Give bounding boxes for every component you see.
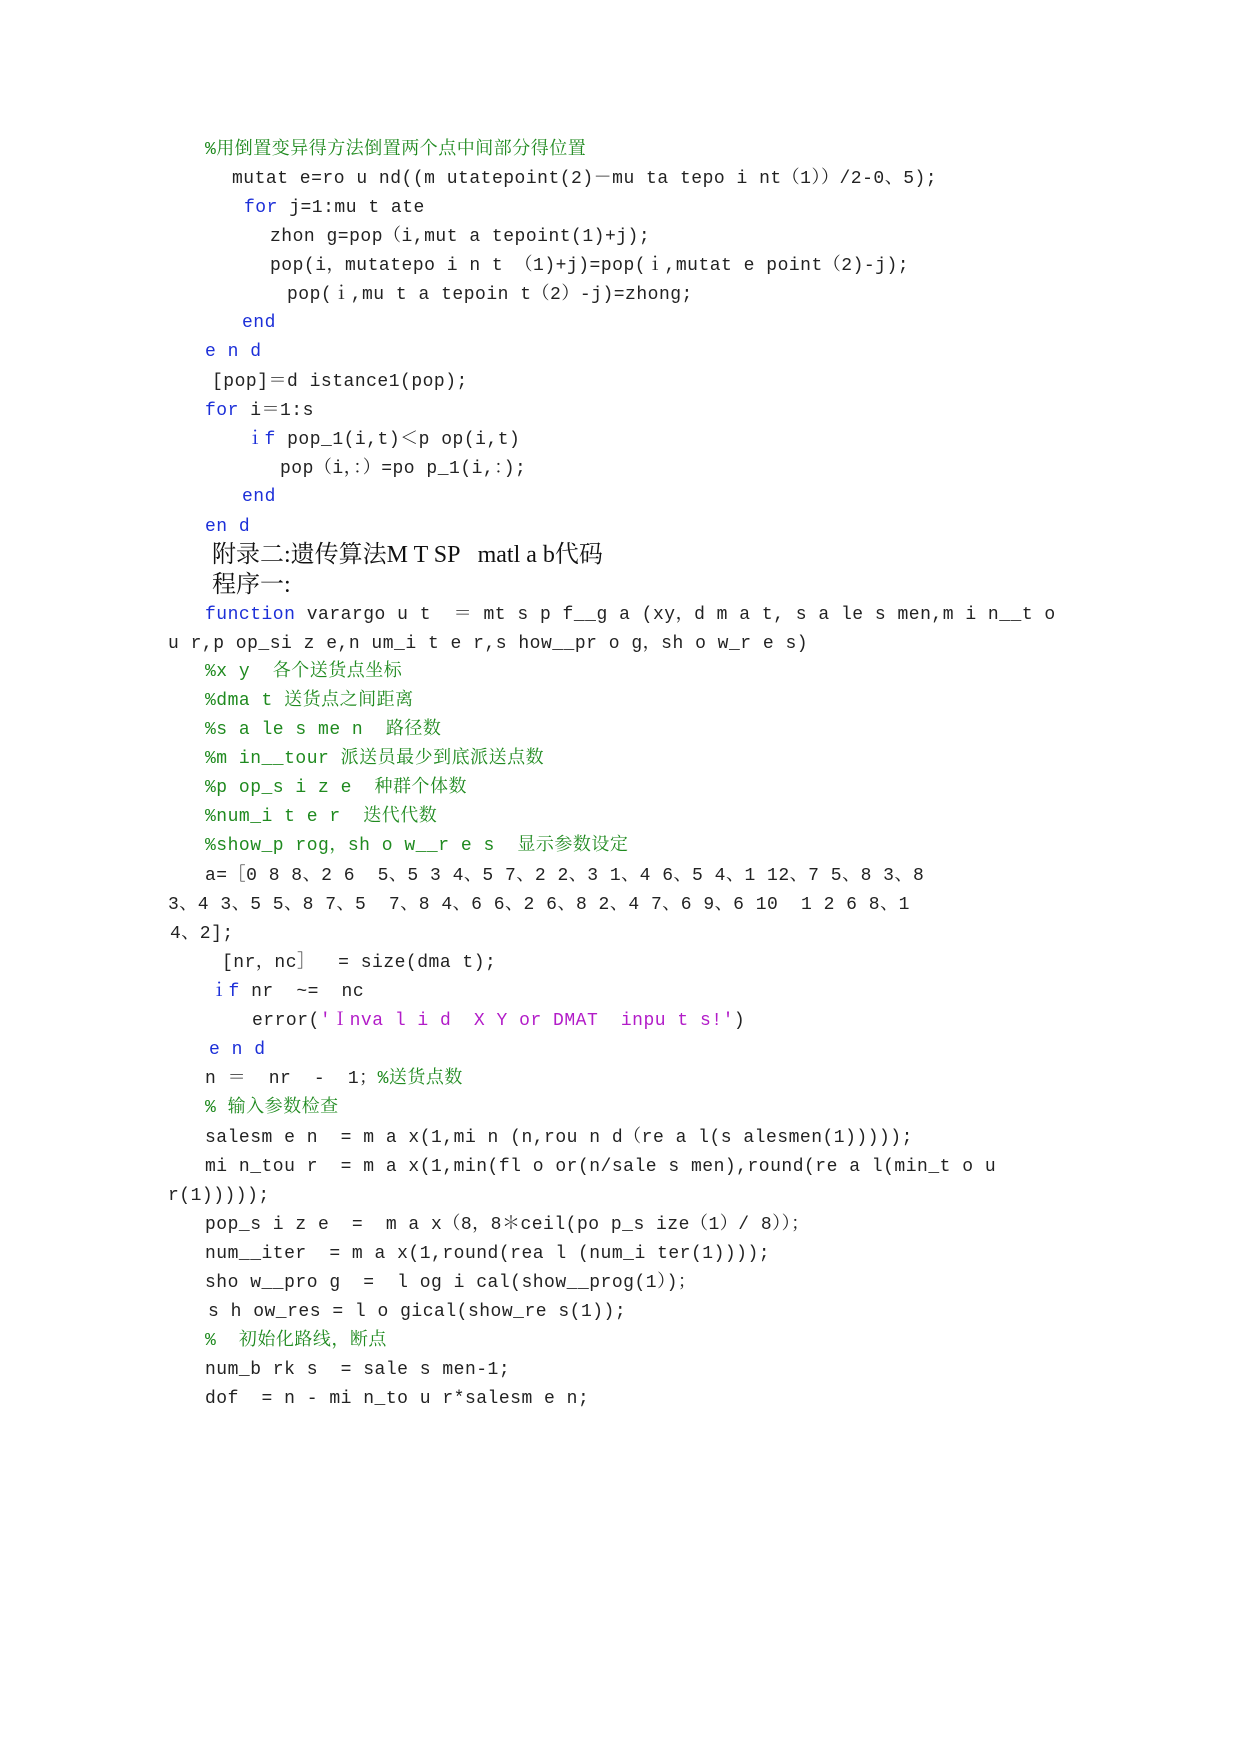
keyword-line: en d [205, 517, 251, 537]
comment-line: %用倒置变异得方法倒置两个点中间部分得位置 [205, 140, 587, 160]
comment-line: %p op_s i z e 种群个体数 [205, 778, 468, 798]
code-line: [pop]＝d istance1(pop); [212, 372, 468, 392]
code-line: sho w__pro g = l og i cal(show__prog(1）)； [205, 1273, 697, 1293]
code-line: 4、2]; [170, 924, 234, 944]
keyword-line: end [242, 313, 276, 333]
code-text: error( [252, 1011, 320, 1031]
keyword: ｉf [246, 430, 276, 450]
comment-line: % 输入参数检查 [205, 1098, 339, 1118]
code-line [205, 603, 1056, 627]
string-literal: 'Ｉnva l i d X Y or DMAT inpu t s!' [319, 1011, 734, 1031]
keyword: for [205, 401, 239, 421]
code-text: nr ~= nc [239, 982, 365, 1002]
code-line: s h ow_res = l o gical(show_re s(1)); [208, 1302, 627, 1322]
code-line: num_b rk s = sale s men-1; [205, 1360, 511, 1380]
code-line: [nr，nc］ = size(dma t); [222, 953, 497, 973]
code-line: a=［0 8 8、2 6 5、5 3 4、5 7、2 2、3 1、4 6、5 4、1 12、7 5、8 3、8 [205, 866, 925, 886]
code-text: i＝1:s [238, 401, 314, 421]
keyword-line: end [242, 487, 276, 507]
keyword: ｉf [210, 982, 240, 1002]
code-text: ) [733, 1011, 746, 1031]
comment-line: %dma t 送货点之间距离 [205, 691, 414, 711]
code-text: j=1:mu t ate [277, 198, 425, 218]
code-line [246, 428, 520, 452]
code-line: u r,p op_si z e,n um_i t e r,s how__pr o g，sh o w_r e s) [168, 634, 809, 654]
comment-line: %num_i t e r 迭代代数 [205, 807, 438, 827]
code-line [205, 399, 314, 423]
code-line: pop(ｉ,mu t a tepoin t（2）-j)=zhong; [287, 285, 693, 305]
code-line: mutat e=ro u nd((m utatepoint(2)－mu ta tepo i nt（1））/2-0、5); [232, 169, 938, 189]
comment-line: %x y 各个送货点坐标 [205, 662, 403, 682]
keyword-line: e n d [205, 342, 262, 362]
comment-line: %m in__tour 派送员最少到底派送点数 [205, 749, 545, 769]
subsection-heading: 程序一: [212, 572, 291, 598]
code-line [210, 980, 364, 1004]
code-line [205, 1067, 463, 1091]
code-line: salesm e n = m a x(1,mi n (n,rou n d（re a l(s alesmen(1))))); [205, 1128, 913, 1148]
code-line: pop_s i z e = m a x（8，8＊ceil(po p_s ize（1）/ 8））； [205, 1215, 810, 1235]
code-line [244, 196, 425, 220]
comment-line: %s a le s me n 路径数 [205, 720, 442, 740]
code-line: zhon g=pop（i,mut a tepoint(1)+j); [270, 227, 651, 247]
comment-line: %show_p rog，sh o w__r e s 显示参数设定 [205, 836, 629, 856]
code-line [252, 1009, 745, 1033]
code-line: num__iter = m a x(1,round(rea l (num_i ter(1)))); [205, 1244, 771, 1264]
keyword: for [244, 198, 278, 218]
inline-comment: %送货点数 [377, 1069, 463, 1089]
keyword-line: e n d [209, 1040, 266, 1060]
keyword: function [205, 605, 296, 625]
code-line: r(1))))); [168, 1186, 270, 1206]
code-line: 3、4 3、5 5、8 7、5 7、8 4、6 6、2 6、8 2、4 7、6 9、6 10 1 2 6 8、1 [168, 895, 910, 915]
code-line: pop(i，mutatepo i n t （1)+j)=pop(ｉ,mutat e point（2)-j); [270, 256, 910, 276]
code-text: pop_1(i,t)＜p op(i,t) [275, 430, 521, 450]
code-line: pop（i，：）=po p_1(i,：); [280, 459, 527, 479]
code-text: varargo u t ＝ mt s p f__g a (xy，d m a t, s a le s men,m i n__t o [295, 605, 1056, 625]
code-line: mi n_tou r = m a x(1,min(fl o or(n/sale s men),round(re a l(min_t o u [205, 1157, 997, 1177]
section-heading: 附录二:遗传算法M T SP matl a b代码 [212, 542, 603, 568]
code-line: dof = n - mi n_to u r*salesm e n; [205, 1389, 590, 1409]
code-text: n ＝ nr - 1； [205, 1069, 378, 1089]
comment-line: % 初始化路线，断点 [205, 1331, 387, 1351]
